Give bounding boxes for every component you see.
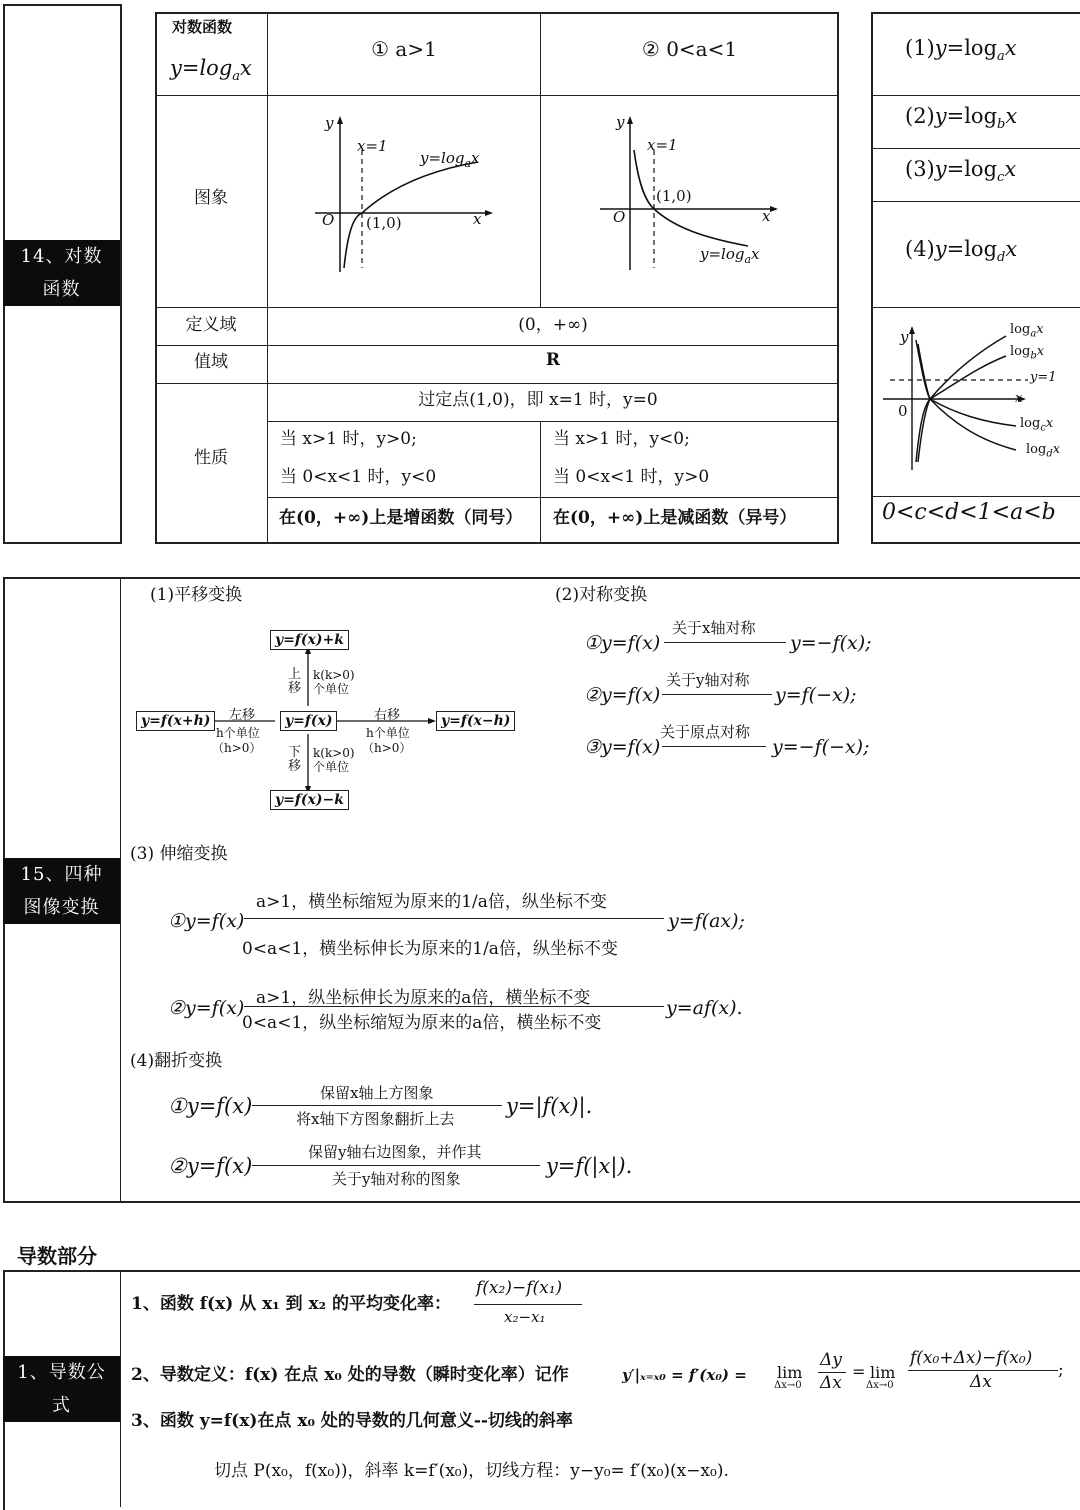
- side-graph-x: x: [1015, 391, 1023, 406]
- deriv-semicolon: ;: [1058, 1360, 1064, 1380]
- fixed-point: 过定点(1,0)，即 x=1 时，y=0: [418, 389, 658, 410]
- flip-title: (4)翻折变换: [130, 1051, 223, 1071]
- side-graph-label-c: $\log_cx$: [1020, 416, 1054, 434]
- sym-2-arrow: [662, 694, 772, 695]
- avg-rate-num: f(x₂)−f(x₁): [476, 1278, 563, 1298]
- prop-b-1: 当 x>1 时，y<0;: [553, 429, 690, 449]
- scale-1-over: a>1，横坐标缩短为原来的1/a倍，纵坐标不变: [256, 892, 607, 912]
- deriv-frac1-den: Δx: [820, 1373, 842, 1393]
- side-graph-y: y: [900, 328, 909, 346]
- scale-1-to: y=f(ax);: [668, 910, 745, 932]
- flip-1-over: 保留x轴上方图象: [320, 1084, 434, 1102]
- avg-rate-bar: [474, 1304, 582, 1305]
- header-title: 对数函数: [172, 18, 233, 36]
- left-cond2: （h>0）: [212, 741, 262, 755]
- left-label: 左移: [229, 708, 256, 723]
- flip-1-to: y=|f(x)|.: [506, 1094, 593, 1118]
- side-graph-label-b: $\log_bx$: [1010, 344, 1045, 362]
- graph-a-x-label: x: [473, 210, 482, 228]
- deriv-frac1-num: Δy: [820, 1350, 842, 1370]
- section-15-label: 15、四种图像变换: [3, 858, 120, 924]
- scale-1-under: 0<a<1，横坐标伸长为原来的1/a倍，纵坐标不变: [242, 939, 618, 959]
- side-hline: [871, 496, 1080, 497]
- deriv-def-eq: y′|ₓ₌ₓ₀ = f′(x₀) =: [622, 1366, 747, 1384]
- right-label: 右移: [374, 708, 401, 723]
- up-label: 上移: [288, 667, 302, 696]
- translation-title: (1)平移变换: [150, 585, 243, 605]
- deriv-lim-2-sub: Δx→0: [866, 1380, 894, 1391]
- derivative-heading: 导数部分: [17, 1244, 97, 1268]
- graph-a-gt-1: [300, 110, 500, 280]
- graph-a-x1: x=1: [357, 137, 388, 155]
- up-cond: k(k>0)个单位: [313, 668, 355, 696]
- left-cond: h个单位: [216, 726, 260, 740]
- prop-a-2: 当 0<x<1 时，y<0: [280, 467, 437, 487]
- deriv-lim-2: lim: [870, 1363, 896, 1382]
- deriv-frac2-den: Δx: [970, 1372, 992, 1392]
- side-graph-label-d: $\log_dx$: [1026, 442, 1061, 460]
- side-graph-origin: 0: [898, 402, 908, 420]
- log-table-hline: [155, 95, 839, 96]
- box-up: y=f(x)+k: [270, 630, 349, 650]
- deriv-eq2: =: [852, 1362, 866, 1381]
- side-func-2: $(2)y=\log_bx$: [905, 104, 1018, 133]
- flip-2-from: ②y=f(x): [168, 1154, 253, 1178]
- graph-a-point: (1,0): [366, 214, 402, 232]
- log-table-vline-1: [267, 12, 268, 544]
- sym-2-over: 关于y轴对称: [666, 671, 750, 689]
- scale-1-from: ①y=f(x): [168, 910, 245, 932]
- row-property-label: 性质: [194, 447, 228, 468]
- scale-2-under: 0<a<1，纵坐标缩短为原来的a倍，横坐标不变: [242, 1013, 602, 1033]
- scale-2-over: a>1，纵坐标伸长为原来的a倍，横坐标不变: [256, 988, 591, 1008]
- flip-2-arrow: [252, 1165, 540, 1166]
- side-graph-y1: y=1: [1030, 370, 1057, 385]
- flip-2-to: y=f(|x|).: [546, 1154, 633, 1178]
- box-left: y=f(x+h): [136, 711, 215, 731]
- graph-b-x1: x=1: [647, 136, 678, 154]
- prop-a-1: 当 x>1 时，y>0;: [280, 429, 417, 449]
- side-func-1: $(1)y=\log_ax$: [905, 36, 1017, 65]
- sym-1-from: ①y=f(x): [584, 632, 661, 654]
- right-cond2: （h>0）: [362, 741, 412, 755]
- graph-b-curve-label: $y=\log_ax$: [700, 245, 760, 266]
- scale-2-to: y=af(x).: [666, 997, 743, 1019]
- deriv-frac2-num: f(x₀+Δx)−f(x₀): [910, 1348, 1033, 1368]
- graph-b-point: (1,0): [656, 187, 692, 205]
- row-domain-label: 定义域: [185, 314, 237, 335]
- scale-1-arrow: [244, 918, 664, 919]
- side-hline: [871, 95, 1080, 96]
- tangent-line-text: 切点 P(x₀，f(x₀))，斜率 k=f′(x₀)，切线方程：y−y₀= f′(x₀)(x−x₀).: [214, 1461, 729, 1481]
- derivative-divider: [120, 1270, 121, 1507]
- sym-3-over: 关于原点对称: [660, 723, 751, 741]
- range-value: R: [545, 350, 561, 370]
- header-func: $y=\log_ax$: [170, 56, 252, 85]
- flip-1-from: ①y=f(x): [168, 1094, 253, 1118]
- log-table-hline: [267, 497, 839, 498]
- deriv-geometry-text: 3、函数 y=f(x)在点 x₀ 处的导数的几何意义--切线的斜率: [131, 1411, 573, 1431]
- flip-2-under: 关于y轴对称的图象: [332, 1170, 461, 1188]
- graph-a-y-label: y: [325, 114, 334, 132]
- avg-rate-den: x₂−x₁: [504, 1308, 546, 1326]
- box-center: y=f(x): [280, 711, 337, 731]
- row-graph-label: 图象: [194, 187, 228, 208]
- down-label: 下移: [288, 745, 302, 774]
- sym-1-to: y=−f(x);: [790, 632, 872, 654]
- scale-2-from: ②y=f(x): [168, 997, 245, 1019]
- side-hline: [871, 307, 1080, 308]
- graph-a-origin: O: [322, 211, 335, 229]
- graph-a-curve-label: $y=\log_ax$: [420, 149, 480, 170]
- row-range-label: 值域: [194, 351, 228, 372]
- sym-3-arrow: [662, 746, 766, 747]
- sym-1-over: 关于x轴对称: [672, 619, 756, 637]
- deriv-lim-1-sub: Δx→0: [774, 1380, 802, 1391]
- avg-rate-text: 1、函数 f(x) 从 x₁ 到 x₂ 的平均变化率：: [131, 1294, 452, 1314]
- graph-b-x-label: x: [762, 207, 771, 225]
- log-table-hline: [267, 421, 839, 422]
- flip-1-arrow: [252, 1105, 502, 1106]
- side-graph-label-a: $\log_ax$: [1010, 322, 1044, 340]
- down-cond: k(k>0)个单位: [313, 746, 355, 774]
- flip-1-under: 将x轴下方图象翻折上去: [296, 1110, 455, 1128]
- side-order: 0<c<d<1<a<b: [882, 500, 1056, 525]
- flip-2-over: 保留y轴右边图象，并作其: [308, 1143, 482, 1161]
- side-hline: [871, 201, 1080, 202]
- sym-2-from: ②y=f(x): [584, 684, 661, 706]
- deriv-frac2-bar: [908, 1370, 1058, 1371]
- sym-2-to: y=f(−x);: [775, 684, 857, 706]
- sym-3-to: y=−f(−x);: [772, 736, 870, 758]
- header-col2: ② 0<a<1: [641, 37, 738, 61]
- decreasing-note: 在(0，+∞)上是减函数（异号）: [553, 508, 797, 528]
- box-down: y=f(x)−k: [270, 790, 349, 810]
- sym-3-from: ③y=f(x): [584, 736, 661, 758]
- increasing-note: 在(0，+∞)上是增函数（同号）: [279, 508, 523, 528]
- domain-value: (0，+∞): [518, 314, 588, 335]
- deriv-def-text: 2、导数定义：f(x) 在点 x₀ 处的导数（瞬时变化率）记作: [131, 1365, 569, 1385]
- right-cond: h个单位: [366, 726, 410, 740]
- header-col1: ① a>1: [371, 37, 437, 61]
- side-func-4: $(4)y=\log_dx$: [905, 237, 1018, 266]
- graph-b-origin: O: [613, 208, 626, 226]
- side-func-3: $(3)y=\log_cx$: [905, 157, 1017, 186]
- side-hline: [871, 148, 1080, 149]
- sym-1-arrow: [664, 642, 786, 643]
- section-14-label: 14、对数函数: [3, 240, 120, 306]
- section-15-divider: [120, 577, 121, 1203]
- deriv-lim-1: lim: [777, 1363, 803, 1382]
- log-table-vline-3: [540, 422, 541, 544]
- derivative-label: 1、导数公式: [3, 1356, 120, 1422]
- box-right: y=f(x−h): [436, 711, 515, 731]
- graph-b-y-label: y: [616, 113, 625, 131]
- scaling-title: (3) 伸缩变换: [130, 844, 228, 864]
- scale-2-arrow: [244, 1006, 664, 1007]
- prop-b-2: 当 0<x<1 时，y>0: [553, 467, 710, 487]
- symmetry-title: (2)对称变换: [555, 585, 648, 605]
